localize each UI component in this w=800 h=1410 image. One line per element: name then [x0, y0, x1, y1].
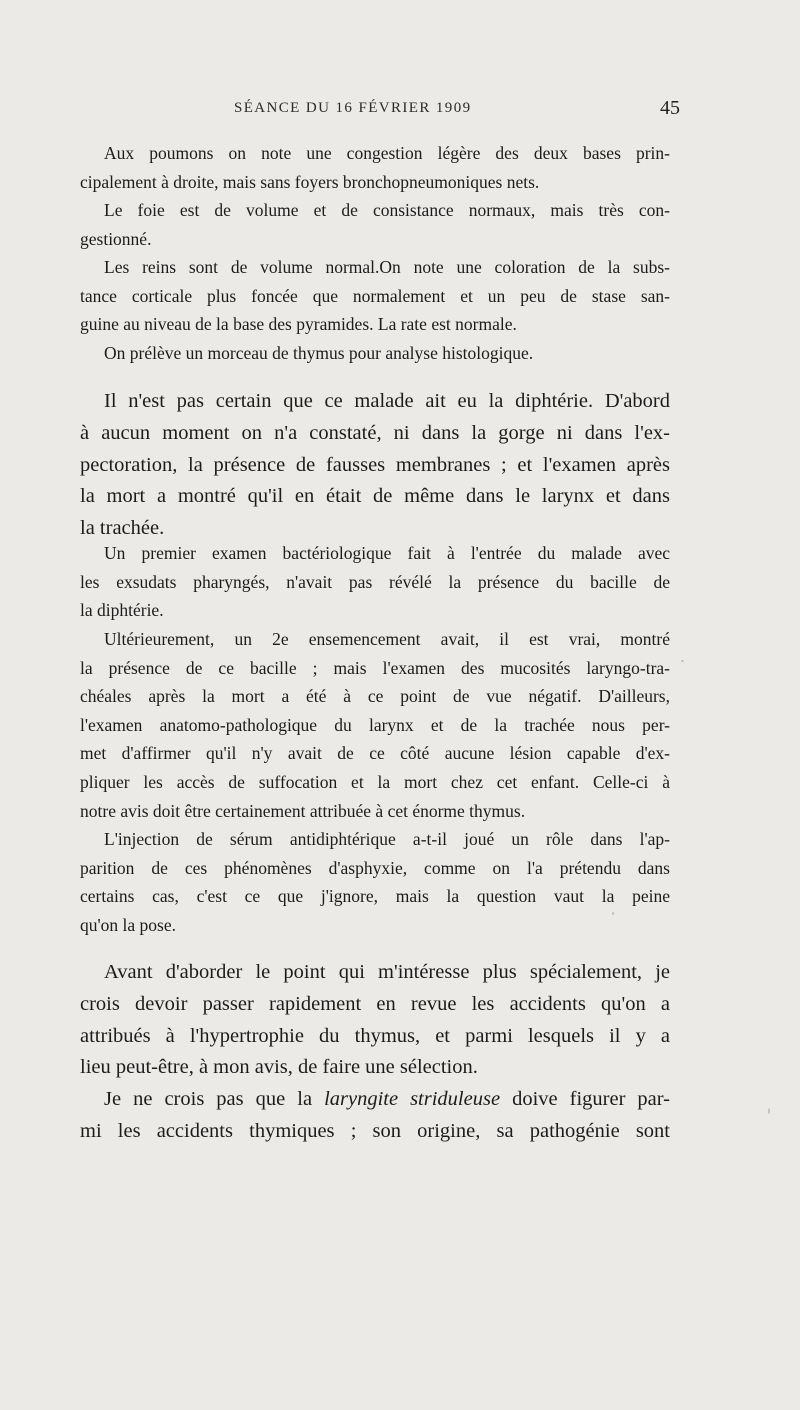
text-line: Avant d'aborder le point qui m'intéresse plus spécialement, je — [104, 961, 670, 983]
paragraph-bacteriology — [80, 539, 670, 625]
paragraph-lungs — [80, 139, 670, 196]
text-line: Les reins sont de volume normal.On note une coloration de la subs- — [104, 257, 670, 277]
paragraph-diphtheria — [80, 386, 670, 545]
text-line: la diphtérie. — [80, 600, 164, 621]
text-line: la présence de ce bacille ; mais l'examen des mucosités laryngo-tra- — [80, 657, 670, 678]
paragraph-kidneys — [80, 253, 670, 339]
paragraph-thymus-sample — [80, 339, 670, 368]
text-line: tance corticale plus foncée que normalement et un peu de stase san- — [80, 285, 670, 306]
scan-speck — [612, 912, 614, 915]
text-line: mi les accidents thymiques ; son origine, sa pathogénie sont — [80, 1119, 670, 1142]
text-line: la trachée. — [80, 517, 165, 540]
text-line: chéales après la mort a été à ce point de vue négatif. D'ailleurs, — [80, 686, 670, 707]
running-head: SÉANCE DU 16 FÉVRIER 1909 — [234, 100, 472, 116]
text-line: On prélève un morceau de thymus pour analyse histologique. — [104, 343, 534, 363]
text-line: guine au niveau de la base des pyramides. La rate est normale. — [80, 314, 517, 335]
text-line: Un premier examen bactériologique fait à l'entrée du malade avec — [104, 543, 670, 563]
paragraph-thymic-accidents — [80, 957, 670, 1084]
text-line: Aux poumons on note une congestion légère des deux bases prin- — [104, 143, 670, 163]
text-line: Ultérieurement, un 2e ensemencement avait, il est vrai, montré — [104, 629, 670, 649]
text-run: Je ne crois pas que la — [104, 1088, 325, 1110]
text-line: pectoration, la présence de fausses membranes ; et l'examen après — [80, 453, 670, 476]
paragraph-serum-injection — [80, 825, 670, 939]
text-run: doive figurer par- — [500, 1088, 671, 1110]
text-line: crois devoir passer rapidement en revue les accidents qu'on a — [80, 992, 670, 1015]
text-line: met d'affirmer qu'il n'y avait de ce côté aucune lésion capable d'ex- — [80, 743, 670, 764]
text-line: certains cas, c'est ce que j'ignore, mais la question vaut la peine — [80, 886, 670, 907]
italic-term: laryngite striduleuse — [324, 1088, 501, 1110]
text-line: les exsudats pharyngés, n'avait pas révélé la présence du bacille de — [80, 571, 670, 592]
page-header — [80, 97, 680, 126]
page-number: 45 — [660, 97, 680, 119]
scan-speck — [681, 660, 684, 662]
text-line: notre avis doit être certainement attribuée à cet énorme thymus. — [80, 800, 526, 821]
paragraph-laryngitis — [80, 1084, 670, 1148]
text-line: cipalement à droite, mais sans foyers bronchopneumoniques nets. — [80, 171, 540, 192]
text-line: attribués à l'hypertrophie du thymus, et parmi lesquels il y a — [80, 1024, 670, 1047]
text-line: parition de ces phénomènes d'asphyxie, comme on l'a prétendu dans — [80, 857, 670, 878]
text-line: Le foie est de volume et de consistance normaux, mais très con- — [104, 200, 670, 220]
text-line — [80, 1084, 670, 1116]
text-line: Il n'est pas certain que ce malade ait eu la diphtérie. D'abord — [104, 390, 670, 412]
text-line: l'examen anatomo-pathologique du larynx et de la trachée nous per- — [80, 714, 670, 735]
paragraph-liver — [80, 196, 670, 253]
text-line: à aucun moment on n'a constaté, ni dans la gorge ni dans l'ex- — [80, 421, 670, 444]
paragraph-second-culture — [80, 625, 670, 825]
text-line: gestionné. — [80, 228, 152, 249]
text-line: lieu peut-être, à mon avis, de faire une sélection. — [80, 1056, 478, 1079]
text-line: L'injection de sérum antidiphtérique a-t-il joué un rôle dans l'ap- — [104, 829, 670, 849]
text-line: qu'on la pose. — [80, 914, 176, 935]
scan-speck — [768, 1108, 770, 1114]
text-line: pliquer les accès de suffocation et la mort chez cet enfant. Celle-ci à — [80, 771, 670, 792]
text-line: la mort a montré qu'il en était de même dans le larynx et dans — [80, 485, 670, 508]
